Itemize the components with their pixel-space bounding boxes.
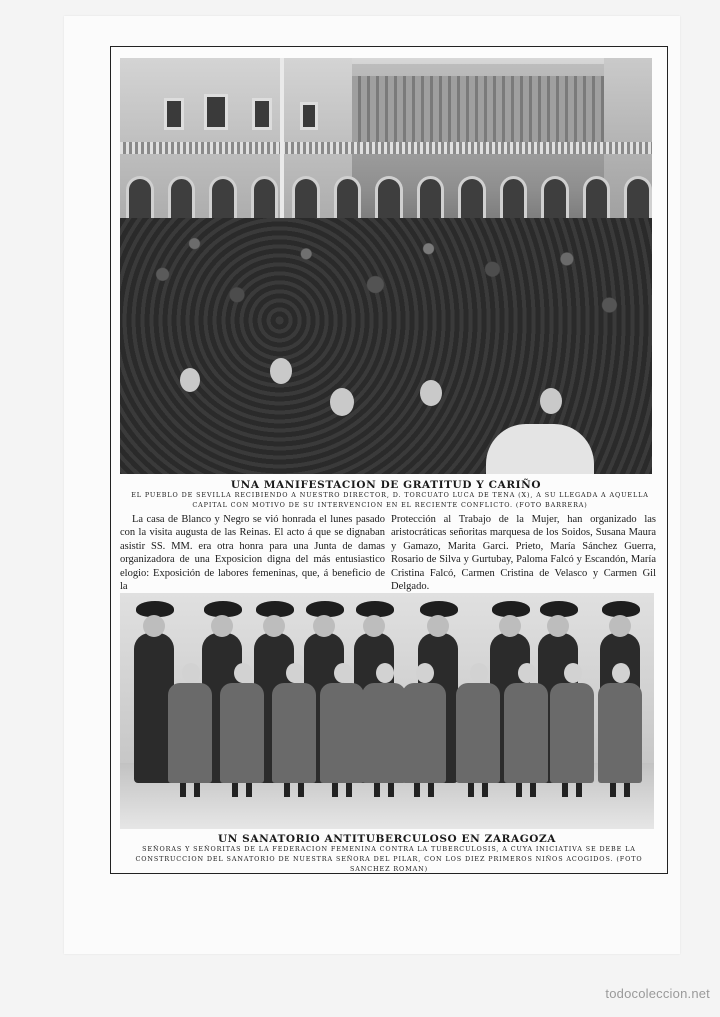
- child-figure: [456, 683, 500, 783]
- child-figure: [402, 683, 446, 783]
- glass-roof: [352, 76, 604, 146]
- photo2-caption: SEÑORAS Y SEÑORITAS DE LA FEDERACION FEMENINA CONTRA LA TUBERCULOSIS, A CUYA INICIATIVA SE DEBE LA CONSTRUCCION DEL SANATORIO DE NUESTRA SEÑORA DEL PILAR, CON LOS DIEZ PRIMEROS NIÑOS ACOGIDOS. (FOTO SANCHEZ ROMAN): [135, 845, 643, 873]
- photo1-title: UNA MANIFESTACION DE GRATITUD Y CARIÑO: [230, 479, 542, 491]
- person-face: [420, 380, 442, 406]
- light-coat-figure: [486, 424, 594, 474]
- balcony-railing: [120, 142, 652, 154]
- article-body: [120, 513, 656, 593]
- photo2-title: UN SANATORIO ANTITUBERCULOSO EN ZARAGOZA: [217, 833, 557, 845]
- child-figure: [598, 683, 642, 783]
- watermark-logo: todocoleccion.net: [605, 986, 710, 1001]
- building-window: [204, 94, 228, 130]
- group-photo: [120, 593, 654, 829]
- building-window: [252, 98, 272, 130]
- child-figure: [362, 683, 406, 783]
- person-face: [540, 388, 562, 414]
- person-face: [270, 358, 292, 384]
- person-face: [180, 368, 200, 392]
- child-figure: [272, 683, 316, 783]
- person-face: [330, 388, 354, 416]
- building-window: [164, 98, 184, 130]
- child-figure: [550, 683, 594, 783]
- crowd-photo: [120, 58, 652, 474]
- child-figure: [220, 683, 264, 783]
- child-figure: [168, 683, 212, 783]
- child-figure: [320, 683, 364, 783]
- article-column-1: La casa de Blanco y Negro se vió honrada el lunes pasado con la visita augusta de las Reinas. El acto á que se dignaban asistir SS. MM. era otra honra para una Junta de damas organizadora de una Exposicion digna del más entusiastico elogio: Exposición de labores femeninas, que, á beneficio de la: [120, 514, 385, 593]
- photo1-caption: EL PUEBLO DE SEVILLA RECIBIENDO A NUESTRO DIRECTOR, D. TORCUATO LUCA DE TENA (X), A SU LLEGADA A AQUELLA CAPITAL CON MOTIVO DE SU INTERVENCION EN EL RECIENTE CONFLICTO. (FOTO BARRERA): [131, 491, 649, 509]
- child-figure: [504, 683, 548, 783]
- article-column-2: Protección al Trabajo de la Mujer, han organizado las aristocráticas señoritas marquesa de los Soidos, Susana Maura y Gamazo, Marita Garci. Prieto, María Sánchez Guerra, Rosario de Silva y Gurtubay, Paloma Falcó y Escandón, María Cristina Falcó, Carmen Cristina de Velasco y Carmen Gil Delgado.: [391, 514, 656, 593]
- building-window: [300, 102, 318, 130]
